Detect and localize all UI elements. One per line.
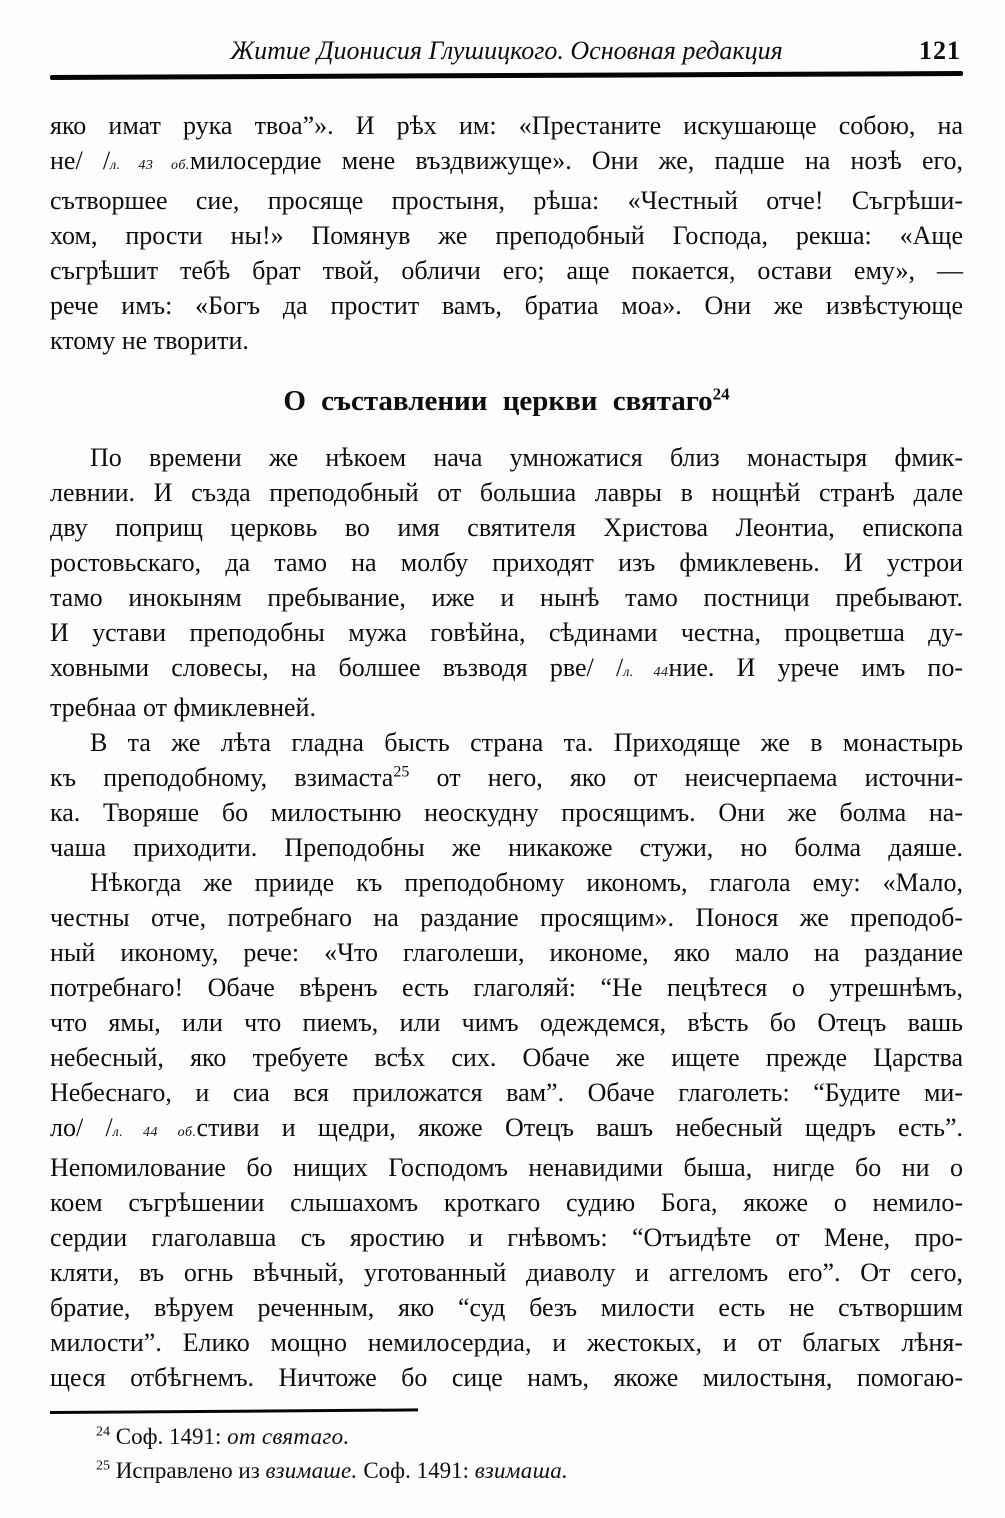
text-line: В та же лѣта гладна бысть страна та. Приходяще же в монастырь [90, 728, 963, 757]
footnote: $^{24}$ Соф. 1491: от святаго. [96, 1424, 350, 1449]
text-line: что ямы, или что пиемъ, или чимъ одеждемся, вѣсть бо Отецъ вашь [50, 1008, 963, 1037]
text-line: хом, прости ны!» Помянув же преподобный Господа, рекша: «Аще [50, 221, 963, 250]
text-line: щеся отбѣгнемъ. Ничтоже бо сице намъ, якоже милостыня, помогаю- [50, 1363, 963, 1392]
paragraph [50, 108, 963, 358]
text-line: Нѣкогда же прииде къ преподобному икономъ, глагола ему: «Мало, [90, 868, 963, 897]
text-line: сердии глаголавша съ яростию и гнѣвомъ: “Отъидѣте от Мене, про- [50, 1223, 963, 1252]
text-line: съгрѣшит тебѣ брат твой, обличи его; аще покается, остави ему», — [50, 256, 963, 285]
footnote-ref: 25 [96, 1458, 110, 1474]
italic-text: от святаго. [227, 1424, 350, 1449]
italic-text: взимаше. [265, 1458, 358, 1483]
running-head-title: Житие Дионисия Глушицкого. Основная редакция [230, 36, 783, 65]
page-number: 121 [919, 36, 961, 65]
text-line: кляти, въ огнь вѣчный, уготованный диаволу и аггеломъ его”. От сего, [50, 1258, 963, 1287]
text-line: тамо инокыням пребывание, иже и нынѣ тамо постници пребывают. [50, 583, 963, 612]
folio-marker: л. 44 об. [112, 1125, 197, 1140]
text-line: И устави преподобны мужа говѣйна, сѣдинами честна, процветша ду- [50, 618, 963, 647]
text-line: Непомилование бо нищих Господомъ ненавидими быша, нигде бо ни о [50, 1153, 963, 1182]
text-line: ктому не творити. [50, 326, 249, 355]
footnote-ref: 24 [712, 384, 730, 404]
text-line: ховными словесы, на болшее възводя рве/ /л. 44ние. И урече имъ по- [50, 653, 964, 682]
text-line: ный иконому, рече: «Что глаголеши, икономе, яко мало на раздание [50, 938, 963, 967]
section-heading: О съставлении церкви святаго$^{24}$ [283, 384, 730, 417]
footnotes-list [50, 1420, 963, 1488]
text-line: ло/ /л. 44 об.стиви и щедри, якоже Отецъ вашъ небесный щедръ есть”. [50, 1113, 963, 1142]
paragraph [50, 725, 963, 865]
text-line: ростовьскаго, да тамо на молбу приходят изъ фмиклевень. И устрои [50, 548, 963, 577]
text-line: честны отче, потребнаго на раздание просящим». Понося же преподоб- [50, 903, 963, 932]
text-line: левнии. И създа преподобный от большиа лавры в нощнѣй странѣ дале [50, 478, 963, 507]
text-line: небесный, яко требуете всѣх сих. Обаче же ищете прежде Царства [50, 1043, 963, 1072]
text-line: Небеснаго, и сиа вся приложатся вам”. Обаче глаголеть: “Будите ми- [50, 1078, 963, 1107]
header-rule [50, 71, 963, 80]
text-line: дву поприщ церковь во имя святителя Христова Леонтиа, епископа [50, 513, 963, 542]
paragraph [50, 440, 963, 725]
text-line: ка. Творяше бо милостыню неоскудну просящимъ. Они же болма на- [50, 798, 963, 827]
text-line: По времени же нѣкоем нача умножатися близ монастыря фмик- [90, 443, 963, 472]
text-line: милости”. Елико мощно немилосердиа, и жестокых, и от благых лѣня- [50, 1328, 963, 1357]
text-line: не/ /л. 43 об.милосердие мене въздвижуще». Они же, падше на нозѣ его, [50, 146, 964, 175]
text-column [50, 108, 963, 1395]
running-head [50, 36, 963, 66]
paragraph [50, 865, 963, 1395]
text-line: требнаа от фмиклевней. [50, 693, 316, 722]
folio-marker: л. 43 об. [110, 158, 190, 173]
text-line: коем съгрѣшении слышахомъ кроткаго судию Бога, якоже о немило- [50, 1188, 963, 1217]
footnote-ref: 24 [96, 1424, 110, 1440]
footnote-separator [50, 1408, 418, 1414]
text-line: потребнаго! Обаче вѣренъ есть глаголяй: “Не пецѣтеся о утрешнѣмъ, [50, 973, 963, 1002]
text-line: чаша приходити. Преподобны же никакоже стужи, но болма даяше. [50, 833, 963, 862]
text-line: рече имъ: «Богъ да простит вамъ, братиа моа». Они же извѣстующе [50, 291, 963, 320]
text-line: сътворшее сие, просяще простыня, рѣша: «Честный отче! Съгрѣши- [50, 186, 963, 215]
text-line: къ преподобному, взимаста$^{25}$ от него, яко от неисчерпаема источни- [50, 763, 963, 792]
folio-marker: л. 44 [623, 665, 669, 680]
footnotes-section [50, 1411, 963, 1488]
footnote: $^{25}$ Исправлено из взимаше. Соф. 1491: взимаша. [96, 1458, 569, 1483]
italic-text: взимаша. [474, 1458, 569, 1483]
footnote-ref: 25 [393, 763, 410, 781]
text-line: братие, вѣруем реченным, яко “суд безъ милости есть не сътворшим [50, 1293, 963, 1322]
text-line: яко имат рука твоа”». И рѣх им: «Престаните искушающе собою, на [50, 111, 963, 140]
